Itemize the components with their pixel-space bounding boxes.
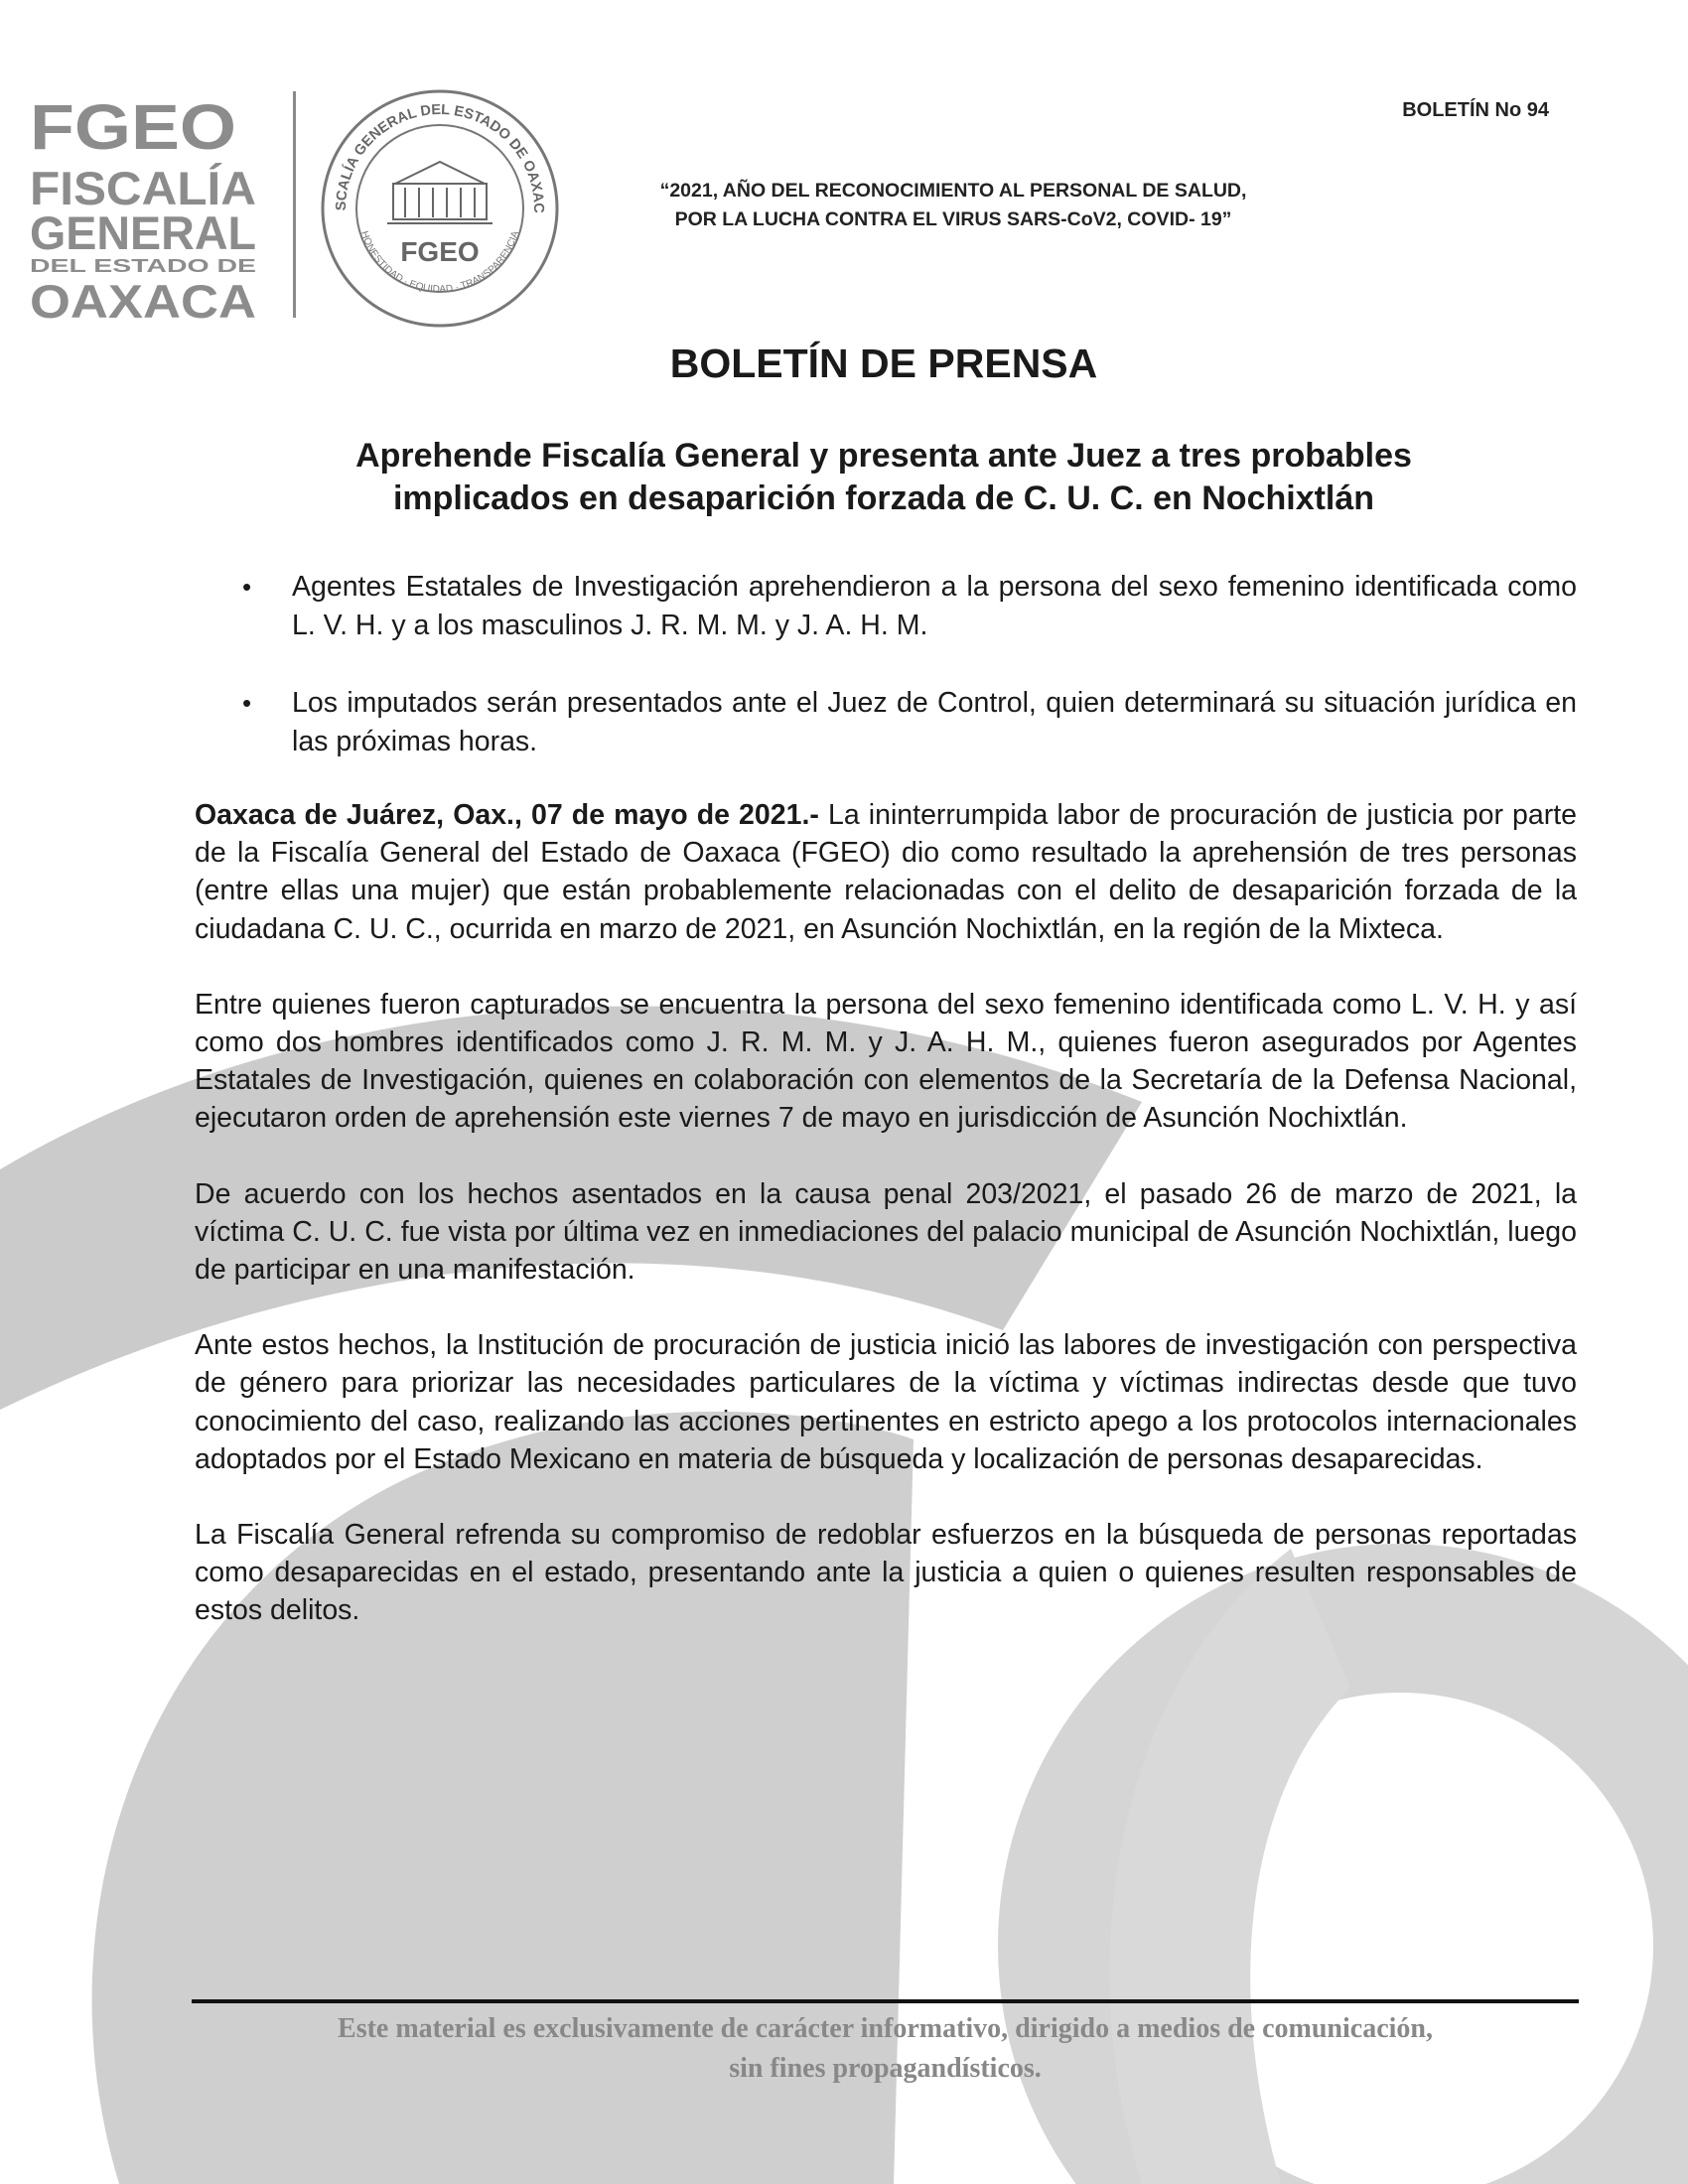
motto-line-1: “2021, AÑO DEL RECONOCIMIENTO AL PERSONAL DE SALUD, bbox=[659, 180, 1247, 202]
bulletin-number: BOLETÍN No 94 bbox=[1402, 99, 1549, 121]
summary-bullets bbox=[195, 568, 1577, 800]
year-motto bbox=[586, 177, 1321, 234]
fgeo-brand-logo bbox=[30, 87, 263, 321]
body-paragraph: Entre quienes fueron capturados se encuentra la persona del sexo femenino identificada como L. V. H. y así como dos hombres identificados como J. R. M. M. y J. A. H. M., quienes fueron asegurados por Agentes Estatales de Investigación, quienes en colaboración con elementos de la Secretaría de la Defensa Nacional, ejecutaron orden de aprehensión este viernes 7 de mayo en jurisdicción de Asunción Nochixtlán. bbox=[195, 988, 1577, 1135]
logo-acronym: FGEO bbox=[30, 91, 236, 163]
body-paragraph: La Fiscalía General refrenda su compromiso de redoblar esfuerzos en la búsqueda de personas reportadas como desaparecidas en el estado, presentando ante la justicia a quien o quienes resulten responsables de estos delitos. bbox=[195, 1519, 1577, 1627]
logo-divider bbox=[293, 91, 296, 318]
bullet-dot-icon: • bbox=[242, 572, 252, 602]
logo-line-del-estado: DEL ESTADO DE bbox=[30, 256, 256, 276]
motto-line-2: POR LA LUCHA CONTRA EL VIRUS SARS-CoV2, COVID- 19” bbox=[674, 208, 1232, 230]
logo-line-general: GENERAL bbox=[30, 206, 256, 259]
footer-disclaimer bbox=[192, 2009, 1579, 2089]
body-paragraph: De acuerdo con los hechos asentados en la causa penal 203/2021, el pasado 26 de marzo de 2021, la víctima C. U. C. fue vista por última vez en inmediaciones del palacio municipal de Asunción Nochixtlán, luego de participar en una manifestación. bbox=[195, 1177, 1577, 1287]
seal-ring-top-text: SCALÍA GENERAL DEL ESTADO DE OAXAC bbox=[333, 101, 547, 213]
seal-center-text: FGEO bbox=[400, 236, 480, 267]
logo-line-oaxaca: OAXACA bbox=[30, 275, 256, 321]
lead-paragraph-text: La ininterrumpida labor de procuración de justicia por parte de la Fiscalía General del Estado de Oaxaca (FGEO) dio como resultado la aprehensión de tres personas (entre ellas una mujer) que están probablemente relacionadas con el delito de desaparición forzada de la ciudadana C. U. C., ocurrida en marzo de 2021, en Asunción Nochixtlán, en la región de la Mixteca. bbox=[195, 799, 1578, 945]
bullet-text: Agentes Estatales de Investigación aprehendieron a la persona del sexo femenino identificada como L. V. H. y a los masculinos J. R. M. M. y J. A. H. M. bbox=[292, 571, 1577, 641]
dateline: Oaxaca de Juárez, Oax., 07 de mayo de 2021.- bbox=[195, 799, 819, 831]
headline-line-1: Aprehende Fiscalía General y presenta ante Juez a tres probables bbox=[355, 437, 1412, 475]
footer-divider bbox=[192, 1999, 1579, 2003]
bullet-dot-icon: • bbox=[242, 688, 252, 718]
headline bbox=[199, 435, 1569, 520]
headline-line-2: implicados en desaparición forzada de C. U. C. en Nochixtlán bbox=[392, 479, 1375, 517]
bullet-text: Los imputados serán presentados ante el Juez de Control, quien determinará su situación jurídica en las próximas horas. bbox=[292, 687, 1577, 757]
article-body bbox=[195, 796, 1577, 1668]
summary-bullet bbox=[195, 568, 1577, 645]
body-paragraph: Ante estos hechos, la Institución de procuración de justicia inició las labores de investigación con perspectiva de género para priorizar las necesidades particulares de la víctima y víctimas indirectas desde que tuvo conocimiento del caso, realizando las acciones pertinentes en estricto apego a los protocolos internacionales adoptados por el Estado Mexicano en materia de búsqueda y localización de personas desaparecidas. bbox=[195, 1329, 1577, 1475]
institutional-seal bbox=[316, 84, 564, 333]
footer-line-2: sin fines propagandísticos. bbox=[729, 2053, 1042, 2084]
seal-ring-bottom-text: HONESTIDAD · EQUIDAD · TRANSPARENCIA bbox=[358, 229, 521, 296]
footer-line-1: Este material es exclusivamente de carácter informativo, dirigido a medios de comunicación, bbox=[338, 2013, 1433, 2044]
document-title: BOLETÍN DE PRENSA bbox=[669, 341, 1098, 386]
summary-bullet bbox=[195, 684, 1577, 761]
lead-paragraph bbox=[195, 796, 1577, 948]
logo-line-fiscalia: FISCALÍA bbox=[30, 162, 256, 214]
